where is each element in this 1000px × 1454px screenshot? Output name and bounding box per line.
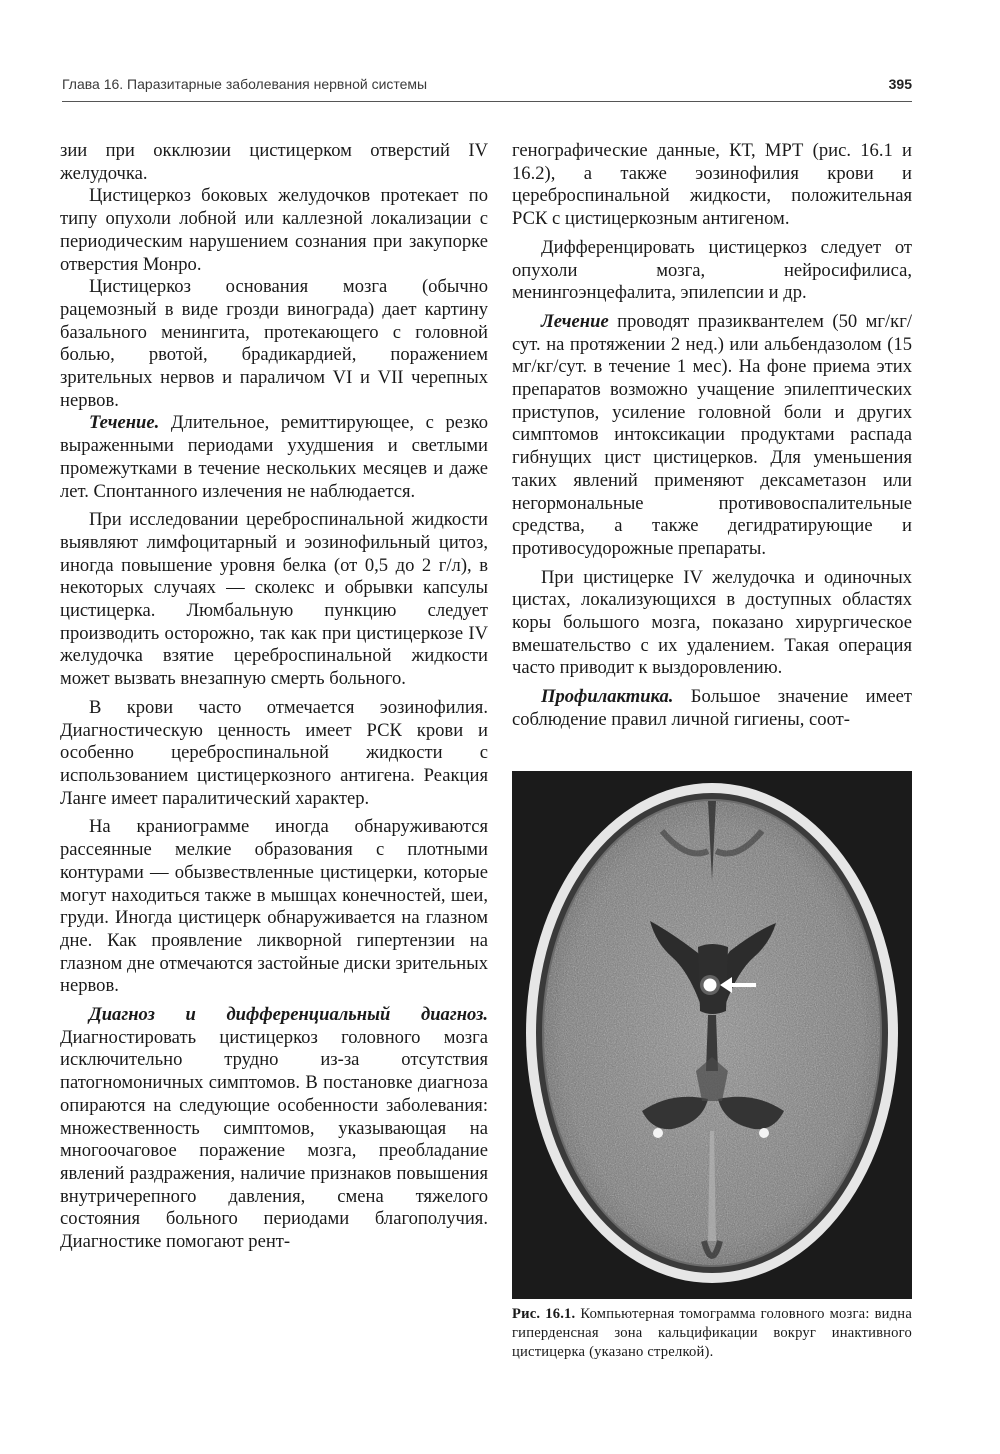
caption-label: Рис. 16.1. bbox=[512, 1306, 576, 1322]
paragraph: В крови часто отмечается эозинофилия. Диагностическую ценность имеет РСК крови и особенно цереброспинальной жидкости с использованием цистицеркозного антигена. Реакция Ланге имеет паралитический характер. bbox=[60, 696, 488, 809]
caption-text: Компьютерная томограмма головного мозга: видна гиперденсная зона кальцификации вокруг инактивного цистицерка (указано стрелкой). bbox=[512, 1306, 912, 1360]
paragraph-text: Большое значение имеет соблюдение правил личной гигиены, соот- bbox=[512, 686, 912, 730]
paragraph-diagnosis bbox=[60, 1004, 488, 1254]
paragraph: При исследовании цереброспинальной жидкости выявляют лимфоцитарный и эозинофильный цитоз, иногда повышение уровня белка (от 0,5 до 2 г/л), в некоторых случаях — сколекс и обрывки капсулы цистицерка. Люмбальную пункцию следует производить осторожно, так как при цистицеркозе IV желудочка взятие цереброспинальной жидкости может вызвать внезапную смерть больного. bbox=[60, 509, 488, 690]
paragraph: На краниограмме иногда обнаруживаются рассеянные мелкие образования с плотными контурами — обызвествленные цистицерки, которые могут находиться также в мышцах конечностей, шеи, груди. Иногда цистицерк обнаруживается на глазном дне. Как проявление ликворной гипертензии на глазном дне отмечаются застойные диски зрительных нервов. bbox=[60, 816, 488, 997]
paragraph: При цистицерке IV желудочка и одиночных цистах, локализующихся в доступных областях коры большого мозга, показано хирургическое вмешательство с их удалением. Такая операция часто приводит к выздоровлению. bbox=[512, 566, 912, 679]
paragraph-prevention bbox=[512, 686, 912, 731]
run-in-heading: Течение. bbox=[89, 412, 160, 434]
choroid-plexus-calcification bbox=[759, 1128, 769, 1138]
paragraph-treatment bbox=[512, 311, 912, 561]
paragraph: Цистицеркоз боковых желудочков протекает по типу опухоли лобной или каллезной локализации с периодическим нарушением сознания при закупорке отверстия Монро. bbox=[60, 185, 488, 275]
running-head bbox=[62, 72, 912, 98]
figure-caption bbox=[512, 1305, 912, 1362]
page-number: 395 bbox=[888, 76, 912, 92]
header-rule bbox=[62, 101, 912, 102]
right-column bbox=[512, 140, 912, 732]
run-in-heading: Диагноз и дифференциальный диагноз. bbox=[89, 1004, 488, 1026]
paragraph: зии при окклюзии цистицерком отверстий IV желудочка. bbox=[60, 140, 488, 184]
paragraph: Цистицеркоз основания мозга (обычно рацемозный в виде грозди винограда) дает картину базального менингита, протекающего с головной болью, рвотой, брадикардией, поражением зрительных нервов и параличом VI и VII черепных нервов. bbox=[60, 276, 488, 411]
run-in-heading: Лечение bbox=[541, 310, 609, 332]
ct-scan-image bbox=[512, 771, 912, 1299]
paragraph-text: Длительное, ремиттирующее, с резко выраженными периодами ухудшения и светлыми промежутками в течение нескольких месяцев и даже лет. Спонтанного излечения не наблюдается. bbox=[60, 412, 488, 502]
run-in-heading: Профилактика. bbox=[541, 686, 674, 708]
paragraph-text: Диагностировать цистицеркоз головного мозга исключительно трудно из-за отсутствия патогномоничных симптомов. В постановке диагноза опираются на следующие особенности заболевания: множественность симптомов, указывающая на многоочаговое поражение мозга, преобладание явлений раздражения, наличие признаков повышения внутричерепного давления, смена тяжелого состояния больного периодами благополучия. Диагностике помогают рент- bbox=[60, 1026, 488, 1253]
choroid-plexus-calcification bbox=[653, 1128, 663, 1138]
chapter-title: Глава 16. Паразитарные заболевания нервной системы bbox=[62, 76, 428, 92]
paragraph: Дифференцировать цистицеркоз следует от опухоли мозга, нейросифилиса, менингоэнцефалита, эпилепсии и др. bbox=[512, 236, 912, 304]
left-column bbox=[60, 140, 488, 1254]
ct-scan-figure bbox=[512, 771, 912, 1299]
paragraph-text: проводят празиквантелем (50 мг/кг/сут. на протяжении 2 нед.) или альбендазолом (15 мг/кг/сут. в течение 1 мес). На фоне приема этих препаратов возможно учащение эпилептических приступов, усиление головной боли и других симптомов интоксикации продуктами распада гибнущих цист цистицерков. Для уменьшения таких явлений применяют дексаметазон или негормональные противовоспалительные средства, а также дегидратирующие и противосудорожные препараты. bbox=[512, 310, 912, 559]
paragraph-course bbox=[60, 412, 488, 503]
paragraph: генографические данные, КТ, МРТ (рис. 16.1 и 16.2), а также эозинофилия крови и цереброспинальной жидкости, положительная РСК с цистицеркозным антигеном. bbox=[512, 140, 912, 230]
